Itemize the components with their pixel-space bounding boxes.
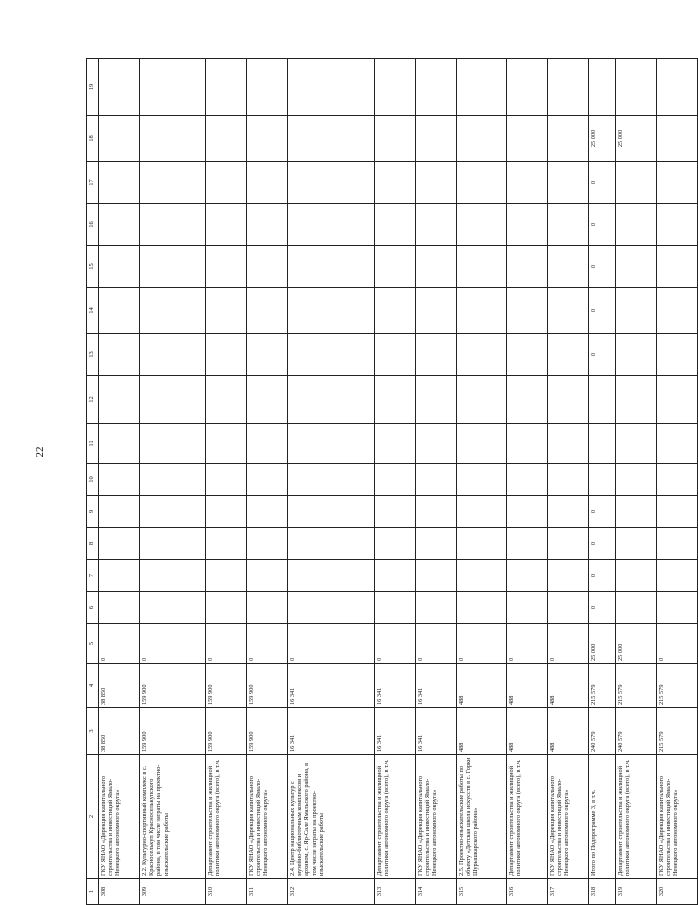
value-cell: [288, 528, 375, 560]
value-cell: [507, 496, 548, 528]
value-cell: [548, 288, 589, 334]
value-cell: [288, 376, 375, 424]
value-cell: [457, 334, 507, 376]
value-cell: [657, 592, 698, 624]
table-row: [589, 59, 616, 905]
value-cell: [416, 376, 457, 424]
row-number-cell: 308: [99, 879, 140, 905]
value-cell: [288, 496, 375, 528]
value-cell: [375, 560, 416, 592]
value-cell: [507, 59, 548, 116]
value-cell: 25 000: [616, 624, 657, 664]
value-cell: [206, 59, 247, 116]
value-cell: [206, 334, 247, 376]
row-number-cell: 309: [140, 879, 206, 905]
value-cell: 240 579: [616, 708, 657, 755]
value-cell: [507, 116, 548, 162]
row-number-cell: 320: [657, 879, 698, 905]
value-cell: [589, 424, 616, 464]
column-number-17: 17: [87, 162, 99, 204]
value-cell: [140, 424, 206, 464]
row-number-cell: 314: [416, 879, 457, 905]
value-cell: [140, 376, 206, 424]
name-cell: Департамент строительства и жилищной политики автономного округа (всего), в т.ч.: [375, 755, 416, 879]
value-cell: [416, 464, 457, 496]
value-cell: [288, 246, 375, 288]
value-cell: [616, 496, 657, 528]
value-cell: [247, 162, 288, 204]
value-cell: [206, 116, 247, 162]
value-cell: 488: [507, 664, 548, 708]
value-cell: [140, 560, 206, 592]
value-cell: [140, 246, 206, 288]
value-cell: [457, 162, 507, 204]
name-cell: Департамент строительства и жилищной политики автономного округа (всего), в т.ч.: [507, 755, 548, 879]
value-cell: 16 341: [375, 664, 416, 708]
value-cell: [457, 424, 507, 464]
value-cell: [288, 288, 375, 334]
value-cell: [375, 162, 416, 204]
value-cell: [548, 204, 589, 246]
table-row: [140, 59, 206, 905]
column-number-row: [87, 59, 99, 905]
value-cell: [657, 496, 698, 528]
value-cell: [99, 288, 140, 334]
row-number-cell: 319: [616, 879, 657, 905]
value-cell: 159 900: [247, 664, 288, 708]
value-cell: 215 579: [657, 708, 698, 755]
name-cell: 2.4. Центр национальных культур с музейно-библиотечным комплексом и архивом, с. Яр-Сале Ямальского района, в том числе затраты на проектно-изыскательские работы: [288, 755, 375, 879]
value-cell: [288, 59, 375, 116]
value-cell: [416, 116, 457, 162]
value-cell: 16 341: [375, 708, 416, 755]
value-cell: [247, 496, 288, 528]
value-cell: [247, 424, 288, 464]
value-cell: [548, 376, 589, 424]
row-number-cell: 310: [206, 879, 247, 905]
value-cell: [548, 424, 589, 464]
value-cell: [375, 334, 416, 376]
value-cell: 488: [457, 664, 507, 708]
table-row: [375, 59, 416, 905]
value-cell: [457, 288, 507, 334]
column-number-15: 15: [87, 246, 99, 288]
value-cell: 0: [589, 496, 616, 528]
value-cell: [616, 288, 657, 334]
table-row: [99, 59, 140, 905]
name-cell: ГКУ ЯНАО «Дирекция капитального строительства и инвестиций Ямало-Ненецкого автономного округа»: [416, 755, 457, 879]
value-cell: [140, 59, 206, 116]
value-cell: 0: [375, 624, 416, 664]
value-cell: [457, 464, 507, 496]
value-cell: [416, 528, 457, 560]
value-cell: [507, 334, 548, 376]
value-cell: [288, 162, 375, 204]
column-number-5: 5: [87, 624, 99, 664]
value-cell: [375, 424, 416, 464]
table-row: [507, 59, 548, 905]
value-cell: [206, 464, 247, 496]
value-cell: 488: [507, 708, 548, 755]
value-cell: [375, 204, 416, 246]
value-cell: [206, 496, 247, 528]
value-cell: [548, 464, 589, 496]
value-cell: 0: [206, 624, 247, 664]
value-cell: [206, 592, 247, 624]
table-row: [657, 59, 698, 905]
value-cell: [507, 592, 548, 624]
value-cell: [507, 560, 548, 592]
value-cell: [657, 464, 698, 496]
value-cell: [616, 528, 657, 560]
value-cell: [416, 592, 457, 624]
value-cell: 0: [589, 334, 616, 376]
value-cell: [548, 528, 589, 560]
table-row: [416, 59, 457, 905]
value-cell: [247, 560, 288, 592]
value-cell: 0: [589, 560, 616, 592]
value-cell: 215 579: [657, 664, 698, 708]
name-cell: ГКУ ЯНАО «Дирекция капитального строительства и инвестиций Ямало-Ненецкого автономного округа»: [548, 755, 589, 879]
value-cell: 25 000: [589, 624, 616, 664]
value-cell: [247, 376, 288, 424]
row-number-cell: 318: [589, 879, 616, 905]
value-cell: [657, 59, 698, 116]
value-cell: [616, 592, 657, 624]
name-cell: Департамент строительства и жилищной политики автономного округа (всего), в т.ч.: [206, 755, 247, 879]
value-cell: 488: [548, 664, 589, 708]
column-number-14: 14: [87, 288, 99, 334]
table-row: [616, 59, 657, 905]
value-cell: [375, 496, 416, 528]
value-cell: [507, 528, 548, 560]
value-cell: [99, 424, 140, 464]
row-number-cell: 311: [247, 879, 288, 905]
value-cell: [99, 246, 140, 288]
value-cell: [206, 246, 247, 288]
value-cell: 159 900: [140, 664, 206, 708]
value-cell: 16 341: [416, 708, 457, 755]
value-cell: [548, 334, 589, 376]
value-cell: [457, 376, 507, 424]
value-cell: 25 000: [616, 116, 657, 162]
value-cell: 0: [589, 246, 616, 288]
value-cell: [548, 592, 589, 624]
table-row: [206, 59, 247, 905]
value-cell: [548, 496, 589, 528]
value-cell: 0: [507, 624, 548, 664]
value-cell: [375, 376, 416, 424]
row-number-cell: 317: [548, 879, 589, 905]
value-cell: [548, 162, 589, 204]
budget-table: [86, 58, 698, 905]
name-cell: Итого по Подпрограмме 3, в т.ч.: [589, 755, 616, 879]
value-cell: [288, 334, 375, 376]
value-cell: [140, 528, 206, 560]
value-cell: [589, 464, 616, 496]
value-cell: 488: [548, 708, 589, 755]
value-cell: [206, 204, 247, 246]
value-cell: [288, 560, 375, 592]
column-number-16: 16: [87, 204, 99, 246]
value-cell: 16 341: [288, 708, 375, 755]
value-cell: [548, 246, 589, 288]
value-cell: [99, 496, 140, 528]
value-cell: 16 341: [416, 664, 457, 708]
value-cell: [416, 162, 457, 204]
value-cell: [507, 162, 548, 204]
value-cell: [99, 116, 140, 162]
value-cell: [457, 592, 507, 624]
value-cell: [657, 116, 698, 162]
page-number: 22: [34, 446, 46, 458]
table-row: [288, 59, 375, 905]
value-cell: [657, 162, 698, 204]
value-cell: [288, 464, 375, 496]
table-row: [247, 59, 288, 905]
value-cell: [616, 59, 657, 116]
value-cell: [507, 288, 548, 334]
value-cell: [140, 204, 206, 246]
value-cell: 0: [589, 528, 616, 560]
value-cell: [416, 59, 457, 116]
value-cell: [206, 424, 247, 464]
value-cell: [206, 560, 247, 592]
value-cell: 0: [457, 624, 507, 664]
value-cell: [247, 116, 288, 162]
value-cell: [247, 334, 288, 376]
value-cell: 215 579: [616, 664, 657, 708]
table-container: [86, 60, 680, 905]
value-cell: 25 000: [589, 116, 616, 162]
value-cell: [375, 59, 416, 116]
value-cell: [99, 204, 140, 246]
value-cell: [507, 424, 548, 464]
value-cell: [247, 528, 288, 560]
column-number-8: 8: [87, 528, 99, 560]
value-cell: 159 900: [247, 708, 288, 755]
value-cell: 159 900: [206, 664, 247, 708]
value-cell: 0: [99, 624, 140, 664]
column-number-3: 3: [87, 708, 99, 755]
column-number-2: 2: [87, 755, 99, 879]
value-cell: [657, 560, 698, 592]
row-number-cell: 316: [507, 879, 548, 905]
value-cell: [206, 288, 247, 334]
value-cell: [416, 496, 457, 528]
table-body: [99, 59, 698, 905]
value-cell: [140, 496, 206, 528]
value-cell: [616, 246, 657, 288]
column-number-9: 9: [87, 496, 99, 528]
value-cell: [99, 560, 140, 592]
value-cell: [140, 592, 206, 624]
value-cell: [616, 560, 657, 592]
row-number-cell: 312: [288, 879, 375, 905]
name-cell: Департамент строительства и жилищной политики автономного округа (всего), в т.ч.: [616, 755, 657, 879]
value-cell: [616, 464, 657, 496]
value-cell: [288, 424, 375, 464]
value-cell: [457, 116, 507, 162]
column-number-13: 13: [87, 334, 99, 376]
value-cell: [247, 592, 288, 624]
column-number-6: 6: [87, 592, 99, 624]
value-cell: [548, 560, 589, 592]
value-cell: [507, 376, 548, 424]
value-cell: [288, 116, 375, 162]
value-cell: [616, 334, 657, 376]
value-cell: [657, 204, 698, 246]
column-number-12: 12: [87, 376, 99, 424]
value-cell: [457, 59, 507, 116]
value-cell: [247, 59, 288, 116]
value-cell: [247, 464, 288, 496]
value-cell: 488: [457, 708, 507, 755]
value-cell: [140, 162, 206, 204]
value-cell: 215 579: [589, 664, 616, 708]
value-cell: 38 850: [99, 664, 140, 708]
value-cell: 240 579: [589, 708, 616, 755]
value-cell: 0: [589, 288, 616, 334]
value-cell: [507, 204, 548, 246]
row-number-cell: 315: [457, 879, 507, 905]
name-cell: ГКУ ЯНАО «Дирекция капитального строительства и инвестиций Ямало-Ненецкого автономного округа»: [247, 755, 288, 879]
name-cell: 2.2. Культурно-спортивный комплекс в с. Красноселькуп Красноселькупского района, в том числе затраты на проектно-изыскательские работы: [140, 755, 206, 879]
value-cell: [206, 528, 247, 560]
column-number-18: 18: [87, 116, 99, 162]
value-cell: [657, 376, 698, 424]
value-cell: [375, 528, 416, 560]
value-cell: [288, 592, 375, 624]
name-cell: 2.5. Проектно-изыскательские работы по объекту «Детская школа искусств в с. Горки Шурышкарского района»: [457, 755, 507, 879]
value-cell: [657, 528, 698, 560]
column-number-10: 10: [87, 464, 99, 496]
value-cell: [375, 116, 416, 162]
value-cell: [507, 464, 548, 496]
value-cell: [375, 288, 416, 334]
column-number-7: 7: [87, 560, 99, 592]
value-cell: [375, 592, 416, 624]
column-number-1: 1: [87, 879, 99, 905]
value-cell: [507, 246, 548, 288]
name-cell: ГКУ ЯНАО «Дирекция капитального строительства и инвестиций Ямало-Ненецкого автономного округа»: [657, 755, 698, 879]
value-cell: [616, 424, 657, 464]
value-cell: [616, 376, 657, 424]
value-cell: [416, 204, 457, 246]
value-cell: [657, 334, 698, 376]
value-cell: [140, 288, 206, 334]
value-cell: [416, 288, 457, 334]
value-cell: 0: [416, 624, 457, 664]
value-cell: 0: [548, 624, 589, 664]
value-cell: 0: [247, 624, 288, 664]
name-cell: ГКУ ЯНАО «Дирекция капитального строительства и инвестиций Ямало-Ненецкого автономного округа»: [99, 755, 140, 879]
value-cell: [416, 560, 457, 592]
value-cell: [99, 376, 140, 424]
value-cell: [548, 59, 589, 116]
column-number-4: 4: [87, 664, 99, 708]
value-cell: 38 850: [99, 708, 140, 755]
value-cell: [657, 288, 698, 334]
value-cell: [247, 246, 288, 288]
value-cell: [457, 528, 507, 560]
value-cell: [99, 464, 140, 496]
value-cell: [99, 592, 140, 624]
value-cell: [99, 334, 140, 376]
value-cell: [140, 334, 206, 376]
rotated-page-area: [86, 0, 680, 905]
value-cell: [99, 59, 140, 116]
value-cell: [206, 162, 247, 204]
value-cell: [457, 496, 507, 528]
value-cell: [375, 246, 416, 288]
table-row: [457, 59, 507, 905]
value-cell: 159 900: [206, 708, 247, 755]
value-cell: [288, 204, 375, 246]
value-cell: [416, 246, 457, 288]
value-cell: [416, 334, 457, 376]
column-number-11: 11: [87, 424, 99, 464]
value-cell: 0: [589, 592, 616, 624]
value-cell: 0: [140, 624, 206, 664]
value-cell: [657, 424, 698, 464]
column-number-19: 19: [87, 59, 99, 116]
value-cell: 0: [589, 204, 616, 246]
value-cell: [589, 59, 616, 116]
value-cell: [140, 116, 206, 162]
value-cell: [99, 162, 140, 204]
value-cell: [616, 204, 657, 246]
value-cell: [99, 528, 140, 560]
value-cell: [457, 246, 507, 288]
value-cell: 0: [288, 624, 375, 664]
table-row: [548, 59, 589, 905]
value-cell: [206, 376, 247, 424]
value-cell: [375, 464, 416, 496]
value-cell: [548, 116, 589, 162]
value-cell: [247, 288, 288, 334]
value-cell: [589, 376, 616, 424]
value-cell: [657, 246, 698, 288]
value-cell: 159 900: [140, 708, 206, 755]
row-number-cell: 313: [375, 879, 416, 905]
value-cell: [616, 162, 657, 204]
value-cell: [416, 424, 457, 464]
value-cell: 0: [589, 162, 616, 204]
value-cell: 0: [657, 624, 698, 664]
value-cell: [457, 560, 507, 592]
value-cell: [140, 464, 206, 496]
value-cell: 16 341: [288, 664, 375, 708]
value-cell: [247, 204, 288, 246]
value-cell: [457, 204, 507, 246]
